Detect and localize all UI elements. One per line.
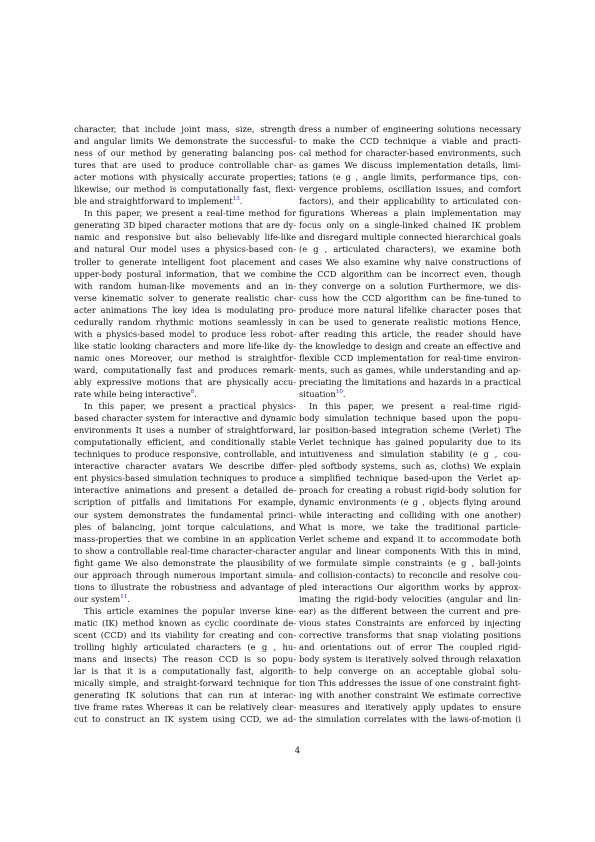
text-line bbox=[74, 689, 296, 701]
line-text: corrective transforms that snap violating positions bbox=[299, 629, 521, 640]
text-line bbox=[299, 617, 521, 629]
text-line bbox=[299, 629, 521, 641]
line-text: cuss how the CCD algorithm can be fine-tuned to bbox=[299, 292, 521, 303]
line-text: as games We discuss implementation details, limi- bbox=[299, 160, 521, 171]
line-text: ments, such as games, while understanding and ap- bbox=[299, 364, 521, 375]
line-text: tions to illustrate the robustness and advantage of bbox=[74, 581, 296, 592]
text-line bbox=[299, 292, 521, 304]
line-text: with random human-like movements and an in- bbox=[74, 280, 296, 291]
line-text: ent physics-based simulation techniques to produce bbox=[74, 473, 296, 484]
line-text: and disregard multiple connected hierarchical goals bbox=[299, 232, 521, 243]
line-text: mans and insects) The reason CCD is so popu- bbox=[74, 654, 296, 665]
text-line bbox=[74, 653, 296, 665]
line-text: proach for creating a robust rigid-body solution for bbox=[299, 485, 521, 496]
text-line bbox=[299, 243, 521, 255]
line-text: intuitiveness and simulation stability (e g , cou- bbox=[299, 449, 521, 460]
line-text: This article examines the popular inverse kine- bbox=[84, 605, 296, 616]
line-text: we formulate simple constraints (e g , ball-joints bbox=[299, 557, 521, 568]
text-line bbox=[299, 147, 521, 159]
text-line bbox=[299, 219, 521, 231]
text-line bbox=[299, 713, 521, 725]
text-line bbox=[74, 256, 296, 268]
line-text: lar position-based integration scheme (Verlet) The bbox=[299, 425, 521, 436]
text-line bbox=[74, 677, 296, 689]
text-line bbox=[299, 545, 521, 557]
page-number: 4 bbox=[294, 746, 301, 756]
text-line bbox=[74, 292, 296, 304]
text-line bbox=[74, 605, 296, 617]
text-line bbox=[299, 424, 521, 436]
line-text: situation bbox=[299, 389, 336, 400]
text-line bbox=[74, 713, 296, 725]
line-text: matic (IK) method known as cyclic coordinate de- bbox=[74, 617, 296, 628]
line-text: computationally efficient, and conditionally stable bbox=[74, 437, 296, 448]
text-line bbox=[299, 496, 521, 508]
line-text: like static looking characters and more life-like dy- bbox=[74, 340, 296, 351]
line-text: rate while being interactive bbox=[74, 389, 191, 400]
line-text: ness of our method by generating balancing pos- bbox=[74, 148, 296, 159]
line-text: our system demonstrates the fundamental princi- bbox=[74, 509, 296, 520]
line-text: vious states Constraints are enforced by injecting bbox=[299, 617, 521, 628]
text-line bbox=[299, 280, 521, 292]
line-text: In this paper, we present a real-time method for bbox=[84, 208, 296, 219]
line-text: tion This addresses the issue of one constraint fight- bbox=[299, 678, 521, 689]
text-line bbox=[299, 159, 521, 171]
line-text: mically simple, and straight-forward technique for bbox=[74, 678, 296, 689]
line-text: to make the CCD technique a viable and practi- bbox=[299, 136, 521, 147]
line-text: produce more natural lifelike character poses that bbox=[299, 304, 521, 315]
text-line bbox=[74, 147, 296, 159]
text-line bbox=[299, 484, 521, 496]
text-line bbox=[299, 268, 521, 280]
text-line bbox=[299, 521, 521, 533]
text-line bbox=[74, 436, 296, 448]
text-line bbox=[299, 123, 521, 135]
text-line bbox=[74, 316, 296, 328]
line-text: to show a controllable real-time character-character bbox=[74, 545, 296, 556]
line-text: angular and linear components With this in mind, bbox=[299, 545, 521, 556]
text-line bbox=[74, 412, 296, 424]
text-line bbox=[74, 569, 296, 581]
text-line bbox=[74, 641, 296, 653]
text-line bbox=[74, 557, 296, 569]
text-line bbox=[299, 412, 521, 424]
line-text: In this paper, we present a practical physics- bbox=[84, 401, 296, 412]
line-text: cut to construct an IK system using CCD, we ad- bbox=[74, 714, 296, 725]
text-line bbox=[299, 256, 521, 268]
line-text: to help converge on an acceptable global solu- bbox=[299, 666, 521, 677]
text-line bbox=[299, 340, 521, 352]
line-text: and angular limits We demonstrate the successful- bbox=[74, 136, 296, 147]
text-line bbox=[74, 304, 296, 316]
line-text: generating IK solutions that can run at interac- bbox=[74, 690, 296, 701]
text-line bbox=[74, 195, 296, 207]
line-text: factors), and their applicability to articulated con- bbox=[299, 196, 521, 207]
line-text: body simulation technique based upon the popu- bbox=[299, 413, 521, 424]
line-text: generating 3D biped character motions that are dy- bbox=[74, 220, 296, 231]
text-line bbox=[299, 460, 521, 472]
text-line bbox=[299, 352, 521, 364]
line-text: interactive animations and present a detailed de- bbox=[74, 485, 296, 496]
line-text: ble and straightforward to implement bbox=[74, 196, 233, 207]
line-text: What is more, we take the traditional particle- bbox=[299, 521, 521, 532]
text-line bbox=[74, 340, 296, 352]
line-text: acter motions with physically accurate properties; bbox=[74, 172, 296, 183]
text-line bbox=[74, 424, 296, 436]
line-text: figurations Whereas a plain implementation may bbox=[299, 208, 521, 219]
text-line bbox=[74, 231, 296, 243]
text-line bbox=[74, 581, 296, 593]
text-line bbox=[299, 533, 521, 545]
text-line bbox=[74, 533, 296, 545]
right-column bbox=[299, 123, 521, 725]
line-text: vergence problems, oscillation issues, and comfort bbox=[299, 184, 521, 195]
line-text: namic ones Moreover, our method is straightfor- bbox=[74, 352, 296, 363]
text-line bbox=[74, 472, 296, 484]
text-line bbox=[299, 304, 521, 316]
text-line bbox=[74, 509, 296, 521]
text-line bbox=[74, 496, 296, 508]
line-text: namic and responsive but also believably life-like bbox=[74, 232, 296, 243]
line-text: Verlet technique has gained popularity due to its bbox=[299, 437, 521, 448]
text-line bbox=[299, 316, 521, 328]
line-punctuation: . bbox=[239, 196, 243, 207]
line-text: upper-body postural information, that we combine bbox=[74, 268, 296, 279]
text-line bbox=[74, 593, 296, 605]
text-line bbox=[74, 268, 296, 280]
text-line bbox=[74, 665, 296, 677]
citation-link[interactable]: 10 bbox=[335, 389, 343, 396]
line-text: a simplified technique based-upon the Verlet ap- bbox=[299, 473, 521, 484]
text-line bbox=[74, 629, 296, 641]
text-line bbox=[74, 328, 296, 340]
text-line bbox=[299, 207, 521, 219]
text-line bbox=[299, 569, 521, 581]
line-text: based character system for interactive and dynamic bbox=[74, 413, 296, 424]
line-text: while interacting and colliding with one another) bbox=[299, 509, 521, 520]
line-text: character, that include joint mass, size, strength bbox=[74, 124, 296, 134]
text-line bbox=[299, 195, 521, 207]
text-line bbox=[299, 472, 521, 484]
text-line bbox=[74, 243, 296, 255]
line-text: techniques to produce responsive, controllable, and bbox=[74, 449, 296, 460]
line-text: environments It uses a number of straightforward, bbox=[74, 425, 296, 436]
text-line bbox=[299, 689, 521, 701]
text-line bbox=[74, 617, 296, 629]
line-text: tive frame rates Whereas it can be relatively clear- bbox=[74, 702, 296, 713]
line-text: scent (CCD) and its viability for creating and con- bbox=[74, 629, 296, 640]
text-line bbox=[74, 171, 296, 183]
citation-link[interactable]: 8 bbox=[190, 389, 195, 396]
text-line bbox=[299, 135, 521, 147]
text-line bbox=[299, 509, 521, 521]
line-text: Verlet scheme and expand it to accommodate both bbox=[299, 533, 521, 544]
text-line bbox=[74, 460, 296, 472]
line-text: and natural Our model uses a physics-based con- bbox=[74, 244, 296, 255]
line-text: tations (e g , angle limits, performance tips, con- bbox=[299, 172, 521, 183]
line-text: likewise, our method is computationally fast, flexi- bbox=[74, 184, 296, 195]
line-punctuation: . bbox=[194, 389, 197, 400]
line-text: ing with another constraint We estimate corrective bbox=[299, 690, 521, 701]
line-punctuation: . bbox=[127, 593, 130, 604]
line-text: ward, computationally fast and produces remark- bbox=[74, 364, 296, 375]
line-text: after reading this article, the reader should have bbox=[299, 328, 521, 339]
line-text: our system bbox=[74, 593, 121, 604]
text-line bbox=[299, 448, 521, 460]
text-line bbox=[74, 280, 296, 292]
line-text: tures that are used to produce controllable char- bbox=[74, 160, 296, 171]
line-text: pled softbody systems, such as, cloths) We explain bbox=[299, 461, 521, 472]
text-line bbox=[74, 484, 296, 496]
line-text: (e g , articulated characters), we examine both bbox=[299, 244, 521, 255]
text-line bbox=[74, 183, 296, 195]
line-text: dynamic environments (e g , objects flying around bbox=[299, 497, 521, 508]
line-text: the simulation correlates with the laws-of-motion (i bbox=[299, 714, 521, 725]
left-column bbox=[74, 123, 296, 725]
line-text: cal method for character-based environments, such bbox=[299, 148, 521, 159]
line-punctuation: . bbox=[342, 389, 346, 400]
text-line bbox=[299, 171, 521, 183]
line-text: fight game We also demonstrate the plausibility of bbox=[74, 557, 296, 568]
line-text: mass-properties that we combine in an application bbox=[74, 533, 296, 544]
text-line bbox=[74, 364, 296, 376]
text-line bbox=[74, 123, 296, 135]
line-text: scription of pitfalls and limitations For example, bbox=[74, 497, 296, 508]
text-line bbox=[74, 219, 296, 231]
text-line bbox=[299, 701, 521, 713]
line-text: they converge on a solution Furthermore, we dis- bbox=[299, 280, 521, 291]
line-text: can be used to generate realistic motions Hence, bbox=[299, 316, 521, 327]
text-line bbox=[74, 388, 296, 400]
text-line bbox=[74, 545, 296, 557]
citation-link[interactable]: 13 bbox=[232, 196, 240, 203]
text-line bbox=[299, 677, 521, 689]
text-line bbox=[74, 352, 296, 364]
line-text: and collision-contacts) to reconcile and resolve cou- bbox=[299, 569, 521, 580]
line-text: flexible CCD implementation for real-time environ- bbox=[299, 352, 521, 363]
line-text: focus only on a single-linked chained IK problem bbox=[299, 220, 521, 231]
line-text: interactive character avatars We describe differ- bbox=[74, 461, 296, 472]
line-text: verse kinematic solver to generate realistic char- bbox=[74, 292, 296, 303]
text-line bbox=[74, 207, 296, 219]
text-line bbox=[299, 641, 521, 653]
line-text: dress a number of engineering solutions necessary bbox=[299, 124, 521, 134]
line-text: measures and iteratively apply updates to ensure bbox=[299, 702, 521, 713]
line-text: ear) as the different between the current and pre- bbox=[299, 605, 521, 616]
text-line bbox=[74, 159, 296, 171]
line-text: body system is iteratively solved through relaxation bbox=[299, 654, 521, 665]
text-line bbox=[74, 521, 296, 533]
line-text: ples of balancing, joint torque calculations, and bbox=[74, 521, 296, 532]
line-text: the knowledge to design and create an effective and bbox=[299, 340, 521, 351]
text-line bbox=[299, 328, 521, 340]
line-text: the CCD algorithm can be incorrect even, though bbox=[299, 268, 521, 279]
text-line bbox=[299, 653, 521, 665]
citation-link[interactable]: 11 bbox=[120, 594, 128, 601]
text-line bbox=[299, 400, 521, 412]
text-line bbox=[299, 388, 521, 400]
text-line bbox=[299, 557, 521, 569]
text-line bbox=[74, 701, 296, 713]
line-text: ably expressive motions that are physically accu- bbox=[74, 376, 296, 387]
line-text: and orientations out of error The coupled rigid- bbox=[299, 642, 521, 653]
text-line bbox=[299, 665, 521, 677]
text-line bbox=[74, 448, 296, 460]
text-line bbox=[299, 376, 521, 388]
text-line bbox=[299, 183, 521, 195]
line-text: acter animations The key idea is modulating pro- bbox=[74, 304, 296, 315]
line-text: In this paper, we present a real-time rigid- bbox=[309, 401, 521, 412]
line-text: our approach through numerous important simula- bbox=[74, 569, 296, 580]
text-line bbox=[299, 593, 521, 605]
line-text: troller to generate intelligent foot placement and bbox=[74, 256, 296, 267]
text-line bbox=[74, 400, 296, 412]
text-line bbox=[299, 364, 521, 376]
text-line bbox=[299, 436, 521, 448]
line-text: imating the rigid-body velocities (angular and lin- bbox=[299, 593, 521, 604]
line-text: with a physics-based model to produce less robot- bbox=[74, 328, 296, 339]
text-line bbox=[299, 581, 521, 593]
line-text: cases We also examine why naive constructions of bbox=[299, 256, 521, 267]
text-line bbox=[74, 376, 296, 388]
line-text: lar is that it is a computationally fast, algorith- bbox=[74, 666, 296, 677]
text-line bbox=[299, 605, 521, 617]
text-line bbox=[74, 135, 296, 147]
text-line bbox=[299, 231, 521, 243]
line-text: cedurally random rhythmic motions seamlessly in bbox=[74, 316, 296, 327]
line-text: pled interactions Our algorithm works by approx- bbox=[299, 581, 521, 592]
line-text: trolling highly articulated characters (e g , hu- bbox=[74, 642, 296, 653]
line-text: preciating the limitations and hazards in a practical bbox=[299, 376, 521, 387]
